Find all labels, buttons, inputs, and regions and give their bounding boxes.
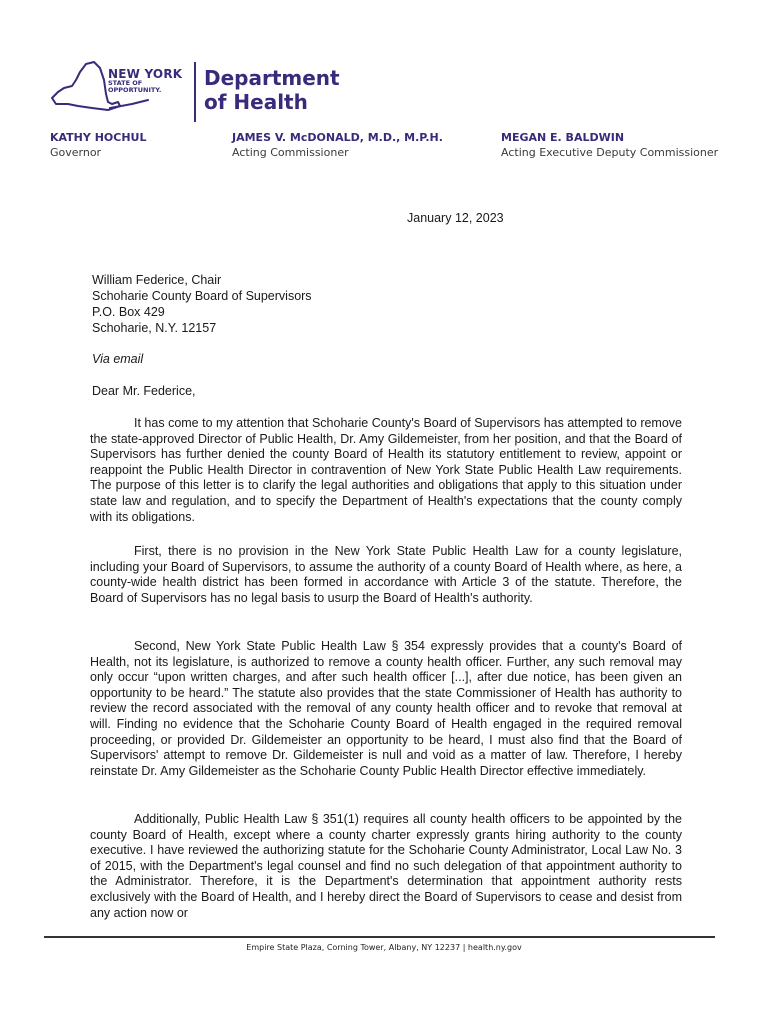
- department-name: [204, 66, 340, 114]
- officer-name: MEGAN E. BALDWIN: [501, 131, 625, 144]
- letter-date: January 12, 2023: [407, 211, 504, 225]
- officer-title: Governor: [50, 146, 102, 159]
- department-line-1: Department: [204, 66, 340, 90]
- officer-deputy-commissioner: [501, 131, 718, 160]
- nys-doh-logo: [48, 58, 348, 128]
- logo-divider: [194, 62, 196, 122]
- body-paragraph-1: [90, 416, 682, 525]
- address-line: William Federice, Chair: [92, 273, 222, 287]
- state-name: NEW YORK: [108, 67, 183, 81]
- footer-address: Empire State Plaza, Corning Tower, Albany, NY 12237 | health.ny.gov: [246, 943, 522, 952]
- officer-governor: [50, 131, 146, 160]
- state-tagline-1: STATE OF: [108, 79, 143, 87]
- officer-commissioner: [232, 131, 443, 160]
- body-paragraph-3: [90, 639, 682, 779]
- state-tagline-2: OPPORTUNITY.: [108, 86, 162, 94]
- department-line-2: of Health: [204, 90, 308, 114]
- address-line: Schoharie, N.Y. 12157: [92, 321, 217, 335]
- delivery-method: Via email: [92, 352, 144, 366]
- recipient-address: [92, 272, 312, 336]
- paragraph-text: Additionally, Public Health Law § 351(1) requires all county health officers to be appointed by the county Board of Health, except where a county charter expressly grants hiring authority to the county executive. I have reviewed the authorizing statute for the Schoharie County Administrator, Local Law No. 3 of 2015, with the Department's legal counsel and find no such delegation of that appointment authority to the Administrator. Therefore, it is the Department's determination that appointment authority rests exclusively with the Board of Health, and I hereby direct the Board of Supervisors to cease and desist from any action now or: [90, 812, 682, 920]
- paragraph-text: First, there is no provision in the New York State Public Health Law for a county legislature, including your Board of Supervisors, to assume the authority of a county Board of Health where, as here, a county-wide health district has been formed in accordance with Article 3 of the statute. Therefore, the Board of Supervisors has no legal basis to usurp the Board of Health's authority.: [90, 544, 682, 605]
- officer-name: JAMES V. McDONALD, M.D., M.P.H.: [232, 131, 443, 144]
- ny-state-wordmark: [108, 68, 182, 94]
- body-paragraph-2: [90, 544, 682, 606]
- officer-name: KATHY HOCHUL: [50, 131, 147, 144]
- body-paragraph-4: [90, 812, 682, 921]
- address-line: Schoharie County Board of Supervisors: [92, 289, 312, 303]
- address-line: P.O. Box 429: [92, 305, 165, 319]
- officer-title: Acting Commissioner: [232, 146, 349, 159]
- paragraph-text: It has come to my attention that Schoharie County's Board of Supervisors has attempted to remove the state-approved Director of Public Health, Dr. Amy Gildemeister, from her position, and that the Board of Supervisors has further denied the county Board of Health its statutory entitlement to review, appoint or reappoint the Public Health Director in contravention of New York State Public Health Law requirements. The purpose of this letter is to clarify the legal authorities and obligations that apply to this situation under state law and regulation, and to specify the Department of Health's expectations that the county comply with its obligations.: [90, 416, 682, 524]
- officer-title: Acting Executive Deputy Commissioner: [501, 146, 719, 159]
- footer-divider: [44, 936, 715, 938]
- salutation: Dear Mr. Federice,: [92, 384, 196, 398]
- paragraph-text: Second, New York State Public Health Law § 354 expressly provides that a county's Board of Health, not its legislature, is authorized to remove a county health officer. Further, any such removal may only occur “upon written charges, and after such health officer [...], after due notice, has been given an opportunity to be heard.” The statute also provides that the state Commissioner of Health has authority to review the record associated with the removal of any county health officer and to revoke that removal at will. Finding no evidence that the Schoharie County Board of Health engaged in the required removal proceeding, or provided Dr. Gildemeister an opportunity to be heard, I must also find that the Board of Supervisors' attempt to remove Dr. Gildemeister is null and void as a matter of law. Therefore, I hereby reinstate Dr. Amy Gildemeister as the Schoharie County Public Health Director effective immediately.: [90, 639, 682, 778]
